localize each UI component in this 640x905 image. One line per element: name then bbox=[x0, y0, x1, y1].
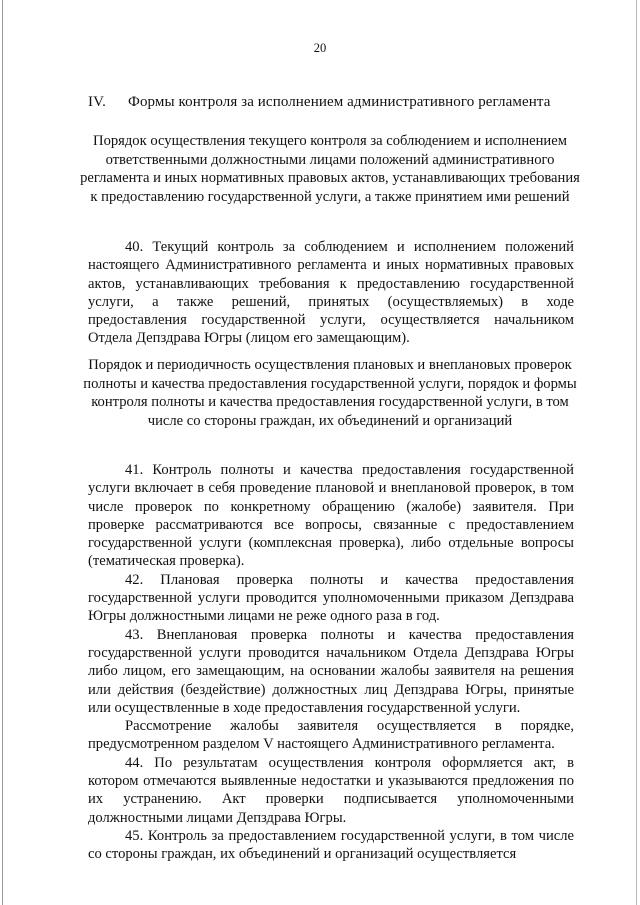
section-title-text: Формы контроля за исполнением административного регламента bbox=[128, 94, 551, 110]
subheading-current-control: Порядок осуществления текущего контроля за соблюдением и исполнением ответственными должностными лицами положений административного регламента и иных нормативных правовых актов, устанавливающих требования к предоставлению государственной услуги, а также принятием ими решений bbox=[80, 133, 580, 205]
subheading-inspections: Порядок и периодичность осуществления плановых и внеплановых проверок полноты и качества предоставления государственной услуги, порядок и формы контроля полноты и качества предоставления государственной услуги, в том числе со стороны граждан, их объединений и организаций bbox=[83, 357, 577, 429]
paragraph-41: 41. Контроль полноты и качества предоставления государственной услуги включает в себя проведение плановой и внеплановой проверок, в том числе проверок по конкретному обращению (жалобе) заявителя. При проверке рассматриваются все вопросы, связанные с предоставлением государственной услуги (комплексная проверка), либо отдельные вопросы (тематическая проверка). bbox=[88, 462, 574, 570]
section-heading bbox=[88, 94, 574, 111]
scan-edge-left bbox=[2, 0, 3, 905]
paragraph-block-41-45 bbox=[88, 461, 574, 864]
paragraph-44: 44. По результатам осуществления контроля оформляется акт, в котором отмечаются выявленные недостатки и указываются предложения по их устранению. Акт проверки подписывается уполномоченными должностными лицами Депздрава Югры. bbox=[88, 754, 574, 826]
paragraph-45: 45. Контроль за предоставлением государственной услуги, в том числе со стороны граждан, их объединений и организаций осуществляется bbox=[88, 827, 574, 863]
paragraph-42: 42. Плановая проверка полноты и качества предоставления государственной услуги проводится уполномоченными приказом Депздрава Югры должностными лицами не реже одного раза в год. bbox=[88, 571, 574, 625]
paragraph-43-complaint: Рассмотрение жалобы заявителя осуществляется в порядке, предусмотренном разделом V настоящего Административного регламента. bbox=[88, 718, 574, 753]
paragraph-40: 40. Текущий контроль за соблюдением и исполнением положений настоящего Административного регламента и иных нормативных правовых актов, устанавливающих требования к предоставлению государственной услуги, а также решений, принятых (осуществляемых) в ходе предоставления государственной услуги, осуществляется начальником Отдела Депздрава Югры (лицом его замещающим). bbox=[88, 239, 574, 347]
paragraph-block-40 bbox=[88, 238, 574, 348]
section-number: IV. bbox=[88, 94, 106, 110]
paragraph-43: 43. Внеплановая проверка полноты и качества предоставления государственной услуги проводится начальником Отдела Депздрава Югры либо лицом, его замещающим, на основании жалобы заявителя на решения или действия (бездействие) должностных лиц Депздрава Югры, принятые или осуществленные в ходе предоставления государственной услуги. bbox=[88, 626, 574, 716]
page-number: 20 bbox=[313, 41, 327, 55]
scan-edge-right bbox=[636, 0, 637, 905]
